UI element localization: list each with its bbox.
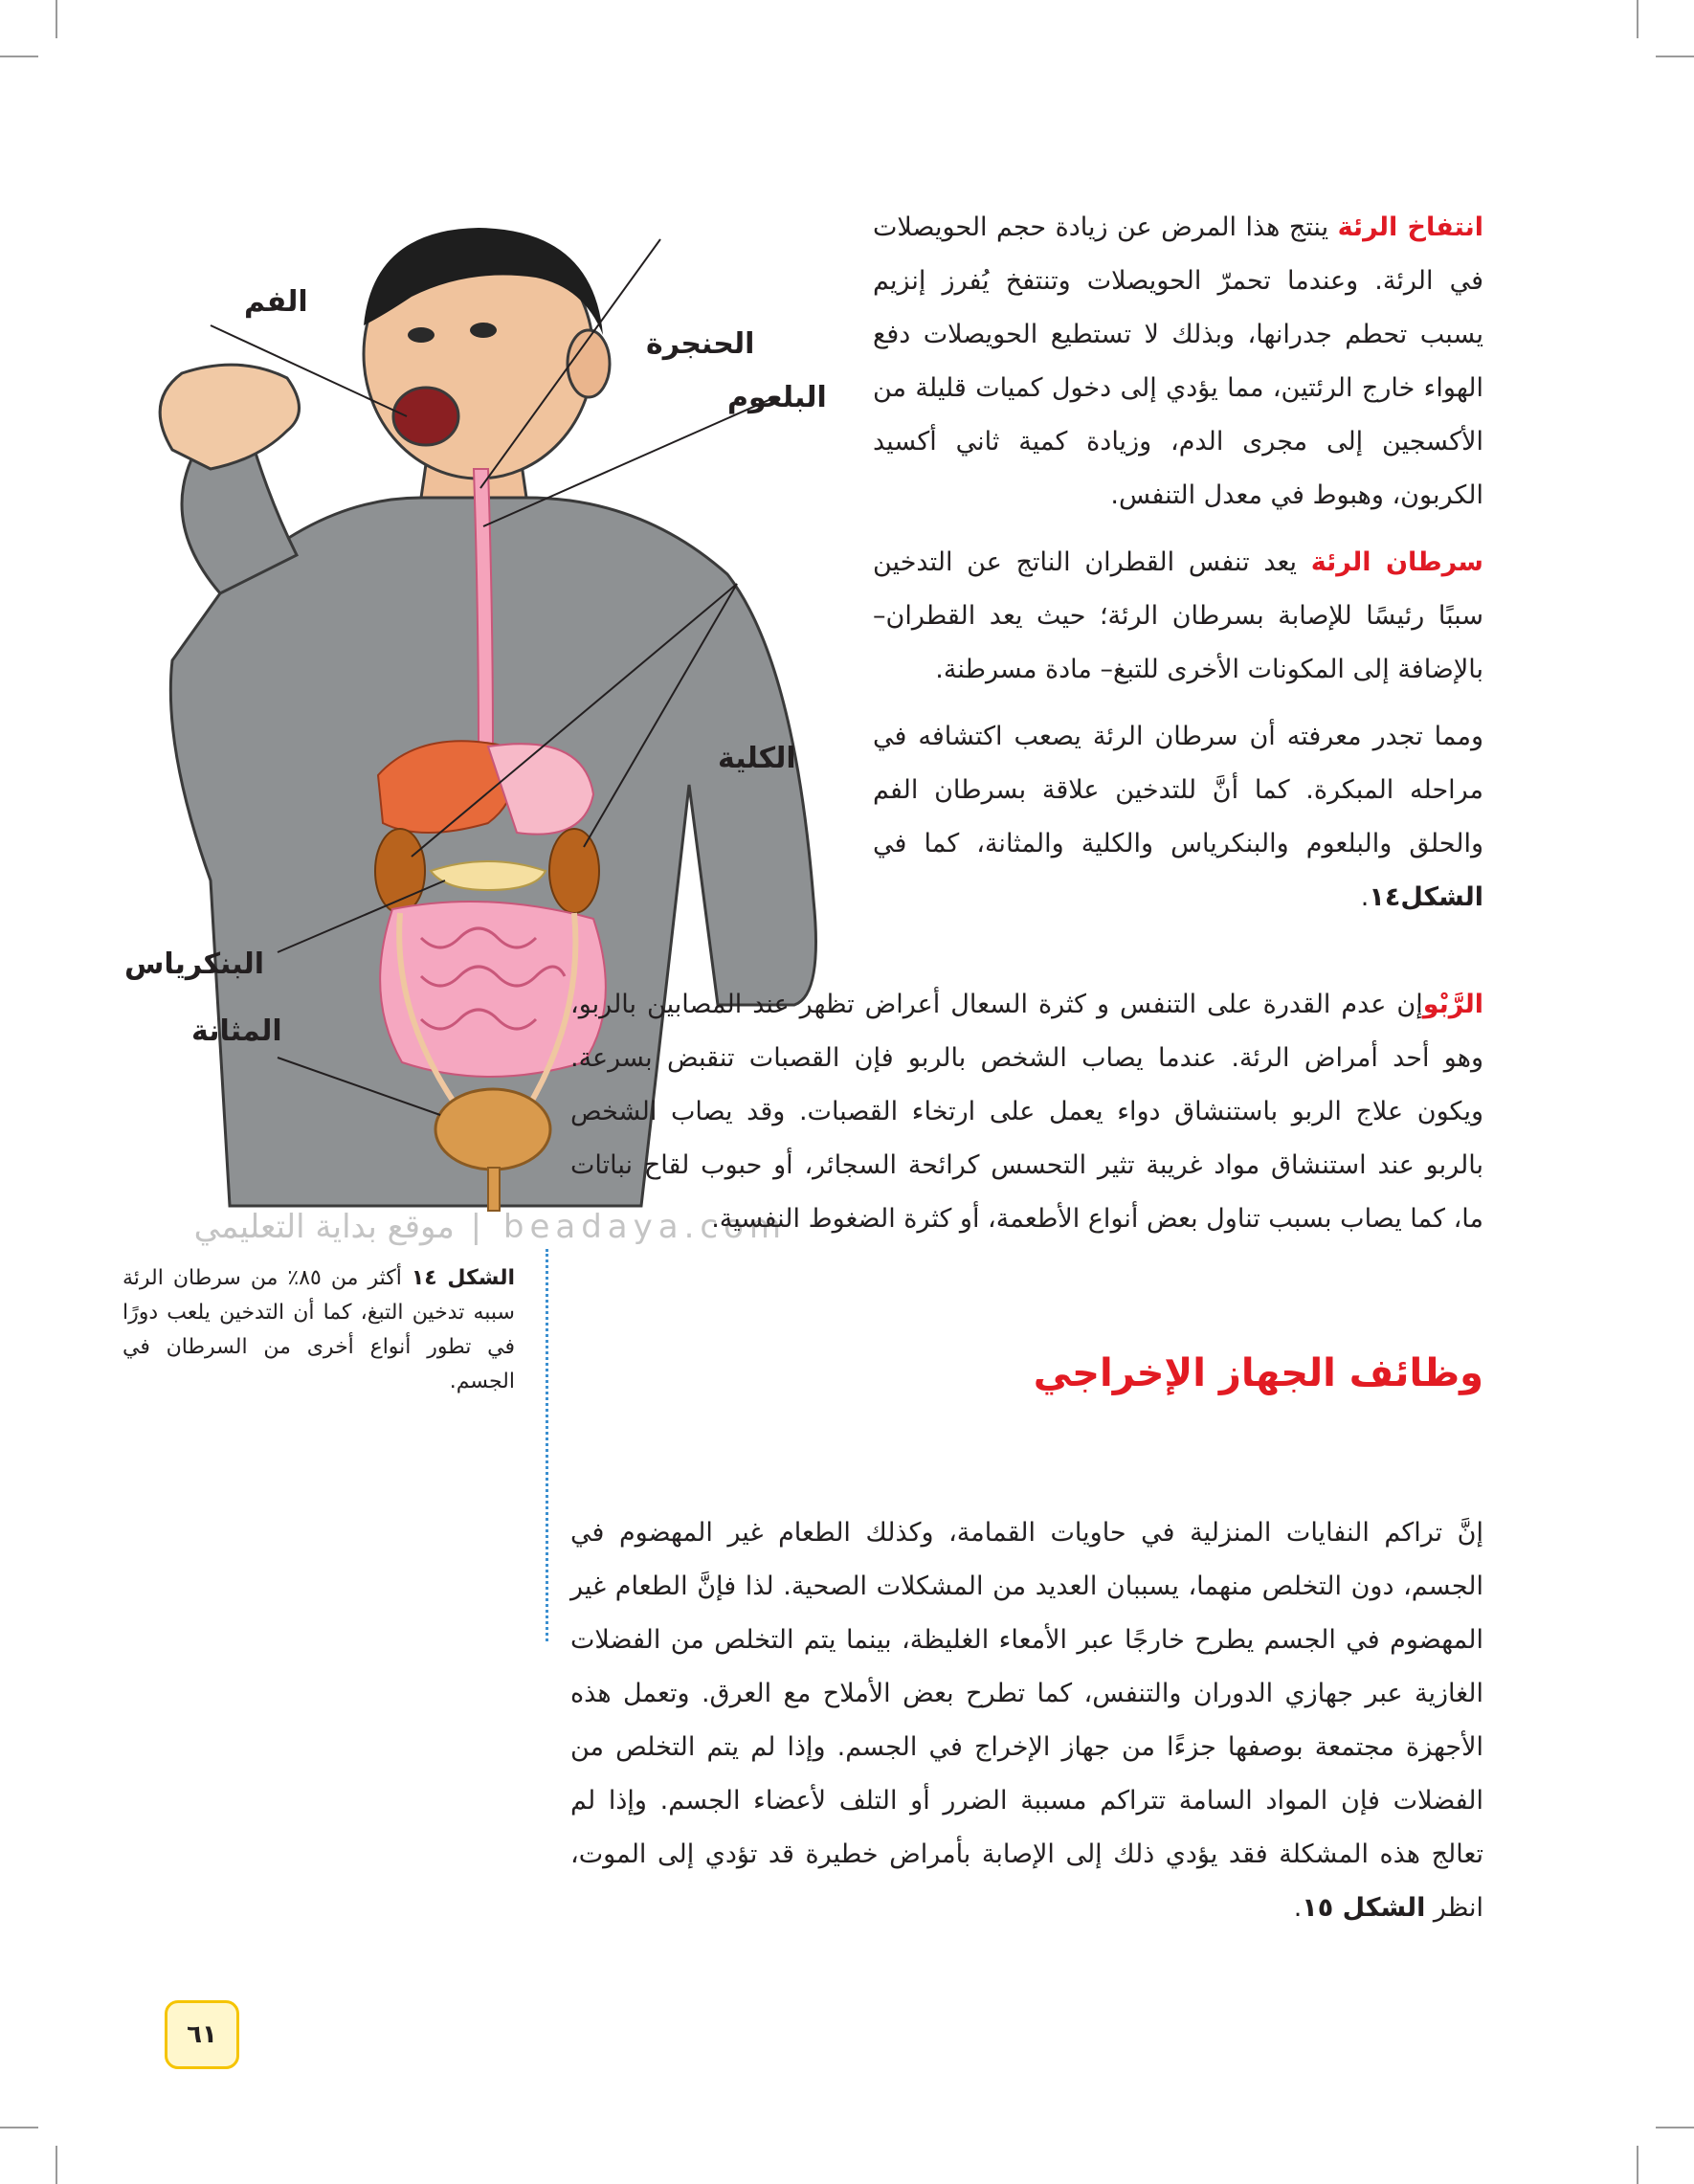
column-divider [546, 1249, 548, 1641]
bladder-organ [435, 1089, 550, 1170]
term-lung-cancer: سرطان الرئة [1310, 547, 1483, 577]
crop-mark [1637, 0, 1638, 38]
kidney-right [549, 829, 599, 913]
paragraph-text: إنَّ تراكم النفايات المنزلية في حاويات القمامة، وكذلك الطعام غير المهضوم في الجسم، دون التخلص منهما، يسببان العديد من المشكلات الصحية. لذا فإنَّ الطعام غير المهضوم في الجسم يطرح خارجًا عبر الأمعاء الغليظة، بينما يتم التخلص من الفضلات الغازية عبر جهازي الدوران والتنفس، كما تطرح بعض الأملاح مع العرق. وتعمل هذه الأجهزة مجتمعة بوصفها جزءًا من جهاز الإخراج في الجسم. وإذا لم يتم التخلص من الفضلات فإن المواد السامة تتراكم مسببة الضرر أو التلف لأعضاء الجسم. وإذا لم تعالج هذه المشكلة فقد يؤدي ذلك إلى الإصابة بأمراض خطيرة قد تؤدي إلى الموت، انظر [570, 1518, 1483, 1923]
label-mouth: الفم [244, 285, 308, 319]
paragraph-detection [873, 710, 1483, 925]
paragraph-text: يعد تنفس القطران الناتج عن التدخين سببًا رئيسًا للإصابة بسرطان الرئة؛ حيث يعد القطران– بالإضافة إلى المكونات الأخرى للتبغ– مادة مسرطنة. [873, 547, 1483, 684]
crop-mark [1656, 2127, 1694, 2128]
eye [470, 323, 497, 338]
figure-caption [123, 1261, 515, 1399]
term-emphysema: انتفاخ الرئة [1337, 212, 1483, 242]
text-column [873, 201, 1483, 938]
section-heading: وظائف الجهاز الإخراجي [1033, 1351, 1483, 1395]
crop-mark [56, 0, 57, 38]
paragraph-end: . [1360, 882, 1370, 912]
label-kidney: الكلية [718, 742, 796, 775]
figure-reference: الشكل ١٥ [1302, 1893, 1426, 1923]
section-body [570, 1506, 1483, 1949]
crop-mark [0, 56, 38, 57]
paragraph-end: . [1293, 1893, 1303, 1923]
crop-mark [1656, 56, 1694, 57]
page-number: ٦١ [165, 2000, 239, 2069]
paragraph-asthma [570, 978, 1483, 1259]
crop-mark [56, 2146, 57, 2184]
eye [408, 327, 435, 343]
caption-text: أكثر من ٨٥٪ من سرطان الرئة سببه تدخين التبغ، كما أن التدخين يلعب دورًا في تطور أنواع أخرى من السرطان في الجسم. [123, 1266, 515, 1393]
crop-mark [0, 2127, 38, 2128]
figure-reference: الشكل١٤ [1369, 882, 1483, 912]
caption-label: الشكل ١٤ [411, 1266, 515, 1290]
ear [568, 330, 610, 397]
mouth-open [393, 388, 458, 445]
paragraph-text: ومما تجدر معرفته أن سرطان الرئة يصعب اكتشافه في مراحله المبكرة. كما أنَّ للتدخين علاقة بسرطان الفم والحلق والبلعوم والبنكرياس والكلية والمثانة، كما في [873, 722, 1483, 858]
paragraph-text: إن عدم القدرة على التنفس و كثرة السعال أعراض تظهر عند المصابين بالربو، وهو أحد أمراض الرئة. عندما يصاب الشخص بالربو فإن القصبات تنقبض بسرعة. ويكون علاج الربو باستنشاق دواء يعمل على ارتخاء القصبات. وقد يصاب الشخص بالربو عند استنشاق مواد غريبة تثير التحسس كرائحة السجائر، أو حبوب لقاح نباتات ما، كما يصاب بسبب تناول بعض أنواع الأطعمة، أو كثرة الضغوط النفسية. [570, 990, 1483, 1234]
paragraph-emphysema [873, 201, 1483, 523]
hand [160, 365, 299, 469]
label-bladder: المثانة [191, 1014, 282, 1048]
term-asthma: الرَّبْو [1422, 990, 1483, 1019]
paragraph-lung-cancer [873, 536, 1483, 697]
label-pharynx: البلعوم [727, 381, 827, 414]
paragraph-text: ينتج هذا المرض عن زيادة حجم الحويصلات في الرئة. وعندما تحمرّ الحويصلات وتنتفخ يُفرز إنزيم يسبب تحطم جدرانها، وبذلك لا تستطيع الحويصلات دفع الهواء خارج الرئتين، مما يؤدي إلى دخول كميات قليلة من الأكسجين إلى مجرى الدم، وزيادة كمية ثاني أكسيد الكربون، وهبوط في معدل التنفس. [873, 212, 1483, 510]
urethra [488, 1168, 500, 1211]
label-larynx: الحنجرة [646, 327, 755, 361]
label-pancreas: البنكرياس [124, 947, 265, 981]
watermark: beadaya.com | موقع بداية التعليمي [193, 1208, 787, 1246]
crop-mark [1637, 2146, 1638, 2184]
